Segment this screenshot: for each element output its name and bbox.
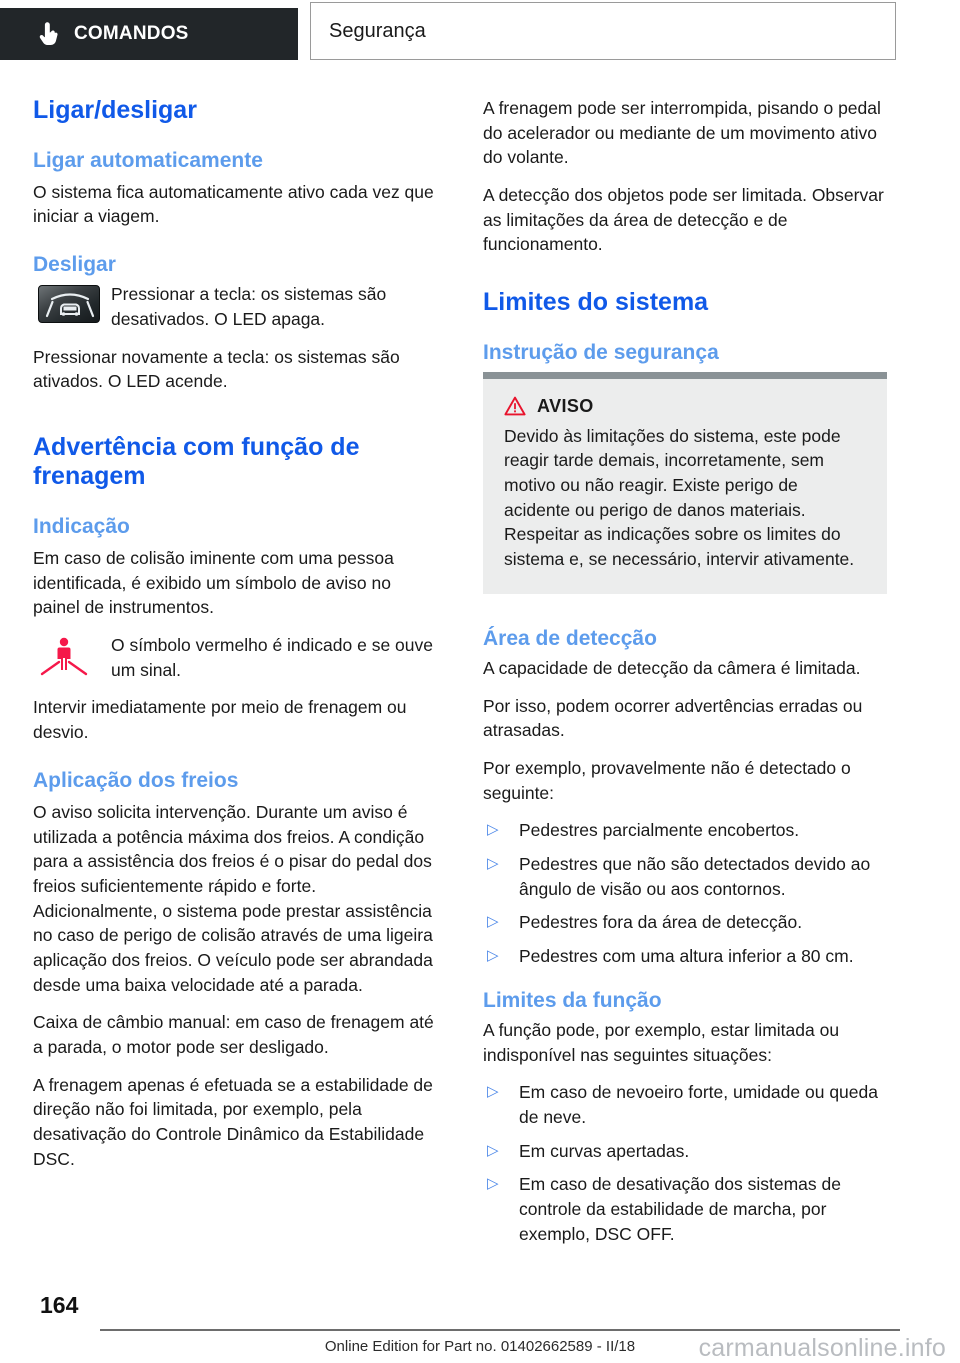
pedestrian-warning-icon bbox=[33, 633, 111, 676]
bullet-triangle-icon: ▷ bbox=[487, 913, 499, 931]
paragraph-limites-funcao: A função pode, por exemplo, estar limitada ou indisponível nas seguintes situações: bbox=[483, 1019, 840, 1065]
limits-bullet-list bbox=[483, 1080, 887, 1246]
section-tab-seguranca[interactable] bbox=[310, 2, 896, 60]
list-item-label: Pedestres parcialmente encobertos. bbox=[519, 820, 800, 841]
list-item-label: Em caso de desativação dos sistemas de controle da estabilidade de marcha, por exemplo, DSC OFF. bbox=[519, 1174, 841, 1244]
heading-ligar-desligar: Ligar/desligar bbox=[33, 96, 197, 124]
chapter-tab-label: COMANDOS bbox=[74, 23, 189, 44]
watermark: carmanualsonline.info bbox=[698, 1334, 946, 1362]
paragraph-intro-2: A detecção dos objetos pode ser limitada. Observar as limitações da área de detecção e de funcionamento. bbox=[483, 185, 884, 255]
list-item bbox=[483, 1139, 887, 1164]
paragraph-deteccao-3: Por exemplo, provavelmente não é detectado o seguinte: bbox=[483, 757, 851, 803]
spacer bbox=[483, 978, 887, 988]
pedestrian-icon-text: O símbolo vermelho é indicado e se ouve um sinal. bbox=[111, 635, 433, 680]
list-item-label: Pedestres fora da área de detecção. bbox=[519, 912, 803, 933]
bullet-triangle-icon: ▷ bbox=[487, 854, 499, 872]
paragraph-ligar-automaticamente: O sistema fica automaticamente ativo cada vez que iniciar a viagem. bbox=[33, 181, 434, 227]
heading-area-deteccao: Área de detecção bbox=[483, 626, 657, 650]
list-item bbox=[483, 1172, 887, 1246]
list-item-label: Em caso de nevoeiro forte, umidade ou queda de neve. bbox=[519, 1082, 878, 1127]
heading-instrucao-seguranca: Instrução de segurança bbox=[483, 340, 719, 364]
warning-triangle-icon bbox=[504, 396, 526, 416]
paragraph-freios-3: A frenagem apenas é efetuada se a estabilidade de direção não foi limitada, por exemplo, pela desativação do Controle Dinâmico da Estabilidade DSC. bbox=[33, 1074, 433, 1169]
paragraph-intervir: Intervir imediatamente por meio de frenagem ou desvio. bbox=[33, 697, 407, 743]
list-item bbox=[483, 910, 887, 935]
spacer bbox=[33, 407, 437, 433]
edition-note: Online Edition for Part no. 01402662589 - II/18 bbox=[324, 1338, 636, 1355]
paragraph-freios-1: O aviso solicita intervenção. Durante um aviso é utilizada a potência máxima dos freios. A condição para a assistência dos freios é o pisar do pedal dos freios suficientemente rápido e forte. Adicionalmente, o sistema pode prestar assistência no caso de perigo de colisão através de uma ligeira aplicação dos freios. O veículo pode ser abrandada desde uma baixa velocidade até a parada. bbox=[33, 801, 433, 995]
paragraph-desligar: Pressionar novamente a tecla: os sistemas são ativados. O LED acende. bbox=[33, 346, 400, 392]
lane-departure-button-icon bbox=[33, 282, 111, 323]
spacer bbox=[33, 758, 437, 768]
bullet-triangle-icon: ▷ bbox=[487, 1083, 499, 1101]
list-item bbox=[483, 1080, 887, 1129]
spacer bbox=[483, 608, 887, 626]
list-item bbox=[483, 944, 887, 969]
spacer bbox=[483, 270, 887, 288]
warning-box bbox=[483, 372, 887, 594]
desligar-icon-row bbox=[33, 282, 437, 331]
bullet-triangle-icon: ▷ bbox=[487, 1175, 499, 1193]
heading-limites-funcao: Limites da função bbox=[483, 988, 662, 1012]
chapter-tab-comandos[interactable] bbox=[0, 8, 298, 60]
list-item bbox=[483, 818, 887, 843]
bullet-triangle-icon: ▷ bbox=[487, 1141, 499, 1159]
desligar-icon-text: Pressionar a tecla: os sistemas são desativados. O LED apaga. bbox=[111, 284, 387, 329]
left-column bbox=[33, 96, 437, 1171]
paragraph-deteccao-2: Por isso, podem ocorrer advertências erradas ou atrasadas. bbox=[483, 695, 863, 741]
heading-aplicacao-freios: Aplicação dos freios bbox=[33, 768, 239, 792]
page-footer bbox=[0, 1282, 960, 1362]
pointing-hand-icon bbox=[38, 21, 60, 47]
list-item bbox=[483, 852, 887, 901]
paragraph-freios-2: Caixa de câmbio manual: em caso de frenagem até a parada, o motor pode ser desligado. bbox=[33, 1012, 434, 1058]
paragraph-intro-1: A frenagem pode ser interrompida, pisando o pedal do acelerador ou mediante de um movimento ativo do volante. bbox=[483, 98, 881, 168]
footer-divider bbox=[100, 1329, 900, 1331]
spacer bbox=[33, 242, 437, 252]
paragraph-indicacao: Em caso de colisão iminente com uma pessoa identificada, é exibido um símbolo de aviso no painel de instrumentos. bbox=[33, 548, 394, 618]
page-header bbox=[0, 0, 960, 66]
heading-desligar: Desligar bbox=[33, 253, 116, 277]
detection-bullet-list bbox=[483, 818, 887, 968]
pedestrian-icon-row bbox=[33, 633, 437, 682]
right-column bbox=[483, 96, 887, 1255]
paragraph-deteccao-1: A capacidade de detecção da câmera é limitada. bbox=[483, 657, 861, 678]
bullet-triangle-icon: ▷ bbox=[487, 821, 499, 839]
section-tab-label: Segurança bbox=[329, 19, 426, 42]
heading-limites-sistema: Limites do sistema bbox=[483, 288, 709, 317]
bullet-triangle-icon: ▷ bbox=[487, 946, 499, 964]
list-item-label: Em curvas apertadas. bbox=[519, 1140, 690, 1161]
list-item-label: Pedestres que não são detectados devido ao ângulo de visão ou aos contornos. bbox=[519, 853, 871, 899]
warning-header bbox=[504, 396, 866, 417]
list-item-label: Pedestres com uma altura inferior a 80 cm. bbox=[519, 945, 854, 966]
heading-indicacao: Indicação bbox=[33, 514, 130, 538]
warning-text: Devido às limitações do sistema, este pode reagir tarde demais, incorretamente, sem motivo ou não reagir. Existe perigo de acidente ou perigo de danos materiais. Respeitar as indicações sobre os limites do sistema e, se necessário, intervir ativamente. bbox=[504, 425, 855, 570]
heading-ligar-automaticamente: Ligar automaticamente bbox=[33, 148, 263, 172]
warning-title: AVISO bbox=[537, 395, 594, 416]
page-number: 164 bbox=[40, 1292, 79, 1318]
heading-advertencia-frenagem: Advertência com função de frenagem bbox=[33, 432, 360, 491]
